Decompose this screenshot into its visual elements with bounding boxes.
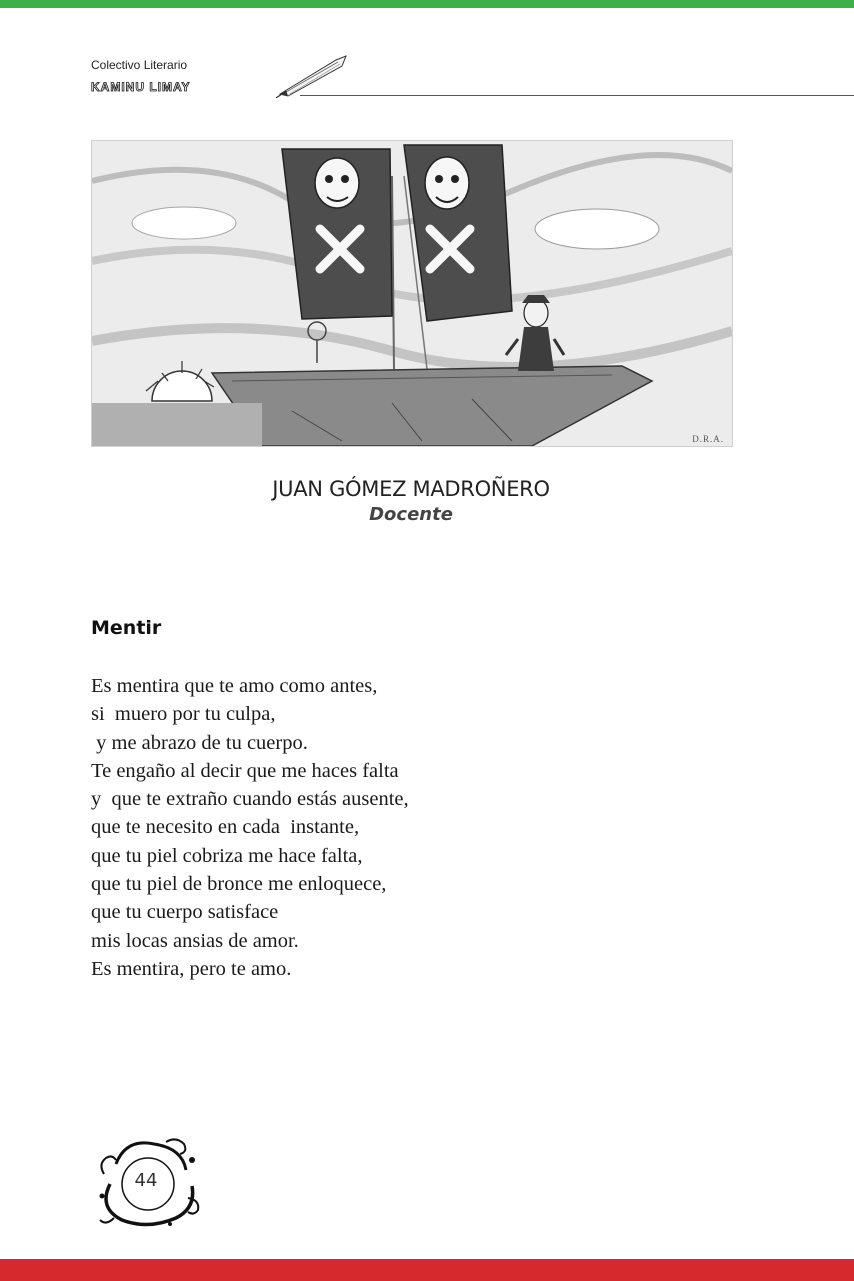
poem-line: y me abrazo de tu cuerpo. <box>91 731 308 754</box>
illustration-credit: D.R.A. <box>692 434 724 444</box>
top-accent-bar <box>0 0 854 8</box>
header-brand-name: KAMINU LIMAY <box>91 80 191 94</box>
page-number: 44 <box>134 1170 158 1191</box>
poem-line: que tu piel de bronce me enloquece, <box>91 873 387 896</box>
poem-line: mis locas ansias de amor. <box>91 929 299 952</box>
poem-body <box>91 672 409 983</box>
author-role: Docente <box>369 504 453 525</box>
poem-line: Te engaño al decir que me haces falta <box>91 759 399 782</box>
poem-line: Es mentira, pero te amo. <box>91 957 292 980</box>
header-rule <box>300 95 854 96</box>
pirate-ship-illustration <box>91 140 733 447</box>
poem-line: que tu cuerpo satisface <box>91 901 279 924</box>
fountain-pen-icon <box>276 54 350 98</box>
poem-line: si muero por tu culpa, <box>91 703 276 726</box>
poem-line: que tu piel cobriza me hace falta, <box>91 844 363 867</box>
header-collective-label: Colectivo Literario <box>91 58 188 72</box>
poem-title: Mentir <box>91 617 162 639</box>
poem-line: Es mentira que te amo como antes, <box>91 675 378 697</box>
author-name: JUAN GÓMEZ MADROÑERO <box>272 477 550 501</box>
poem-line: y que te extraño cuando estás ausente, <box>91 788 409 811</box>
bottom-accent-bar <box>0 1259 854 1281</box>
poem-line: que te necesito en cada instante, <box>91 816 360 839</box>
